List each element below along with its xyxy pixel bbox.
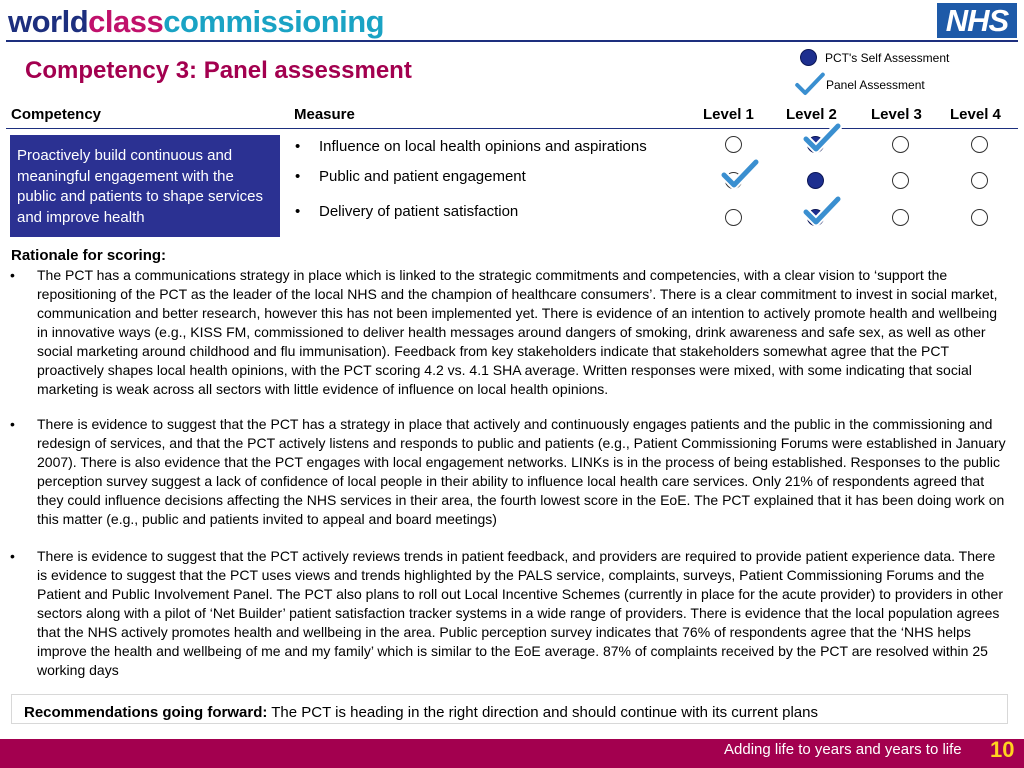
footer-tagline: Adding life to years and years to life (724, 741, 962, 758)
page-number: 10 (990, 737, 1015, 762)
self-assessment-dot-icon (807, 172, 824, 189)
level-circle-icon (892, 172, 909, 189)
legend-self-assessment (800, 49, 949, 66)
panel-assessment-check-icon (802, 195, 842, 229)
bullet: • (295, 203, 301, 220)
panel-assessment-check-icon (794, 71, 826, 99)
rationale-item (10, 266, 1010, 399)
rationale-heading: Rationale for scoring: (11, 247, 167, 264)
self-assessment-dot-icon (800, 49, 817, 66)
rationale-text: There is evidence to suggest that the PCT actively reviews trends in patient feedback, and providers are required to provide patient experience data. There is evidence to suggest that the PCT uses views and trends highlighted by the PALS service, complaints, surveys, Patient Commissioning Forums and the Patient and Public Involvement Panel. The PCT also plans to roll out Local Incentive Schemes (currently in place for the acute provider) to providers in other sectors along with a pilot of ‘Net Builder’ patient satisfaction tracker systems in a wide range of providers. There is evidence that the local population agrees that the NHS actively promotes health and wellbeing in the area. Public perception survey indicates that 76% of respondents agree that the ‘NHS helps improve the health and wellbeing of me and my family’ which is similar to the EoE average. 87% of complaints received by the PCT are resolved within 25 working days (37, 548, 1003, 678)
legend-panel-label: Panel Assessment (826, 78, 925, 92)
panel-assessment-check-icon (802, 122, 842, 156)
legend-self-label: PCT's Self Assessment (825, 50, 950, 65)
bullet: • (295, 138, 301, 155)
level-circle-icon (971, 209, 988, 226)
table-header-divider (6, 128, 1018, 129)
bullet: • (10, 548, 15, 564)
recommendations-text: The PCT is heading in the right direction and should continue with its current plans (271, 704, 818, 721)
header-divider (6, 40, 1018, 42)
bullet: • (10, 267, 15, 283)
level-circle-icon (971, 136, 988, 153)
legend-panel-assessment (794, 71, 925, 99)
level-circle-icon (725, 209, 742, 226)
recommendations-box (11, 694, 1008, 724)
bullet: • (295, 168, 301, 185)
measure-row (295, 203, 518, 220)
column-header-level-2: Level 2 (786, 106, 837, 123)
level-circle-icon (892, 136, 909, 153)
panel-assessment-check-icon (720, 158, 760, 192)
measure-row (295, 168, 526, 185)
measure-label: Public and patient engagement (319, 168, 526, 185)
column-header-level-3: Level 3 (871, 106, 922, 123)
column-header-competency: Competency (11, 106, 102, 123)
measure-row (295, 138, 647, 155)
level-circle-icon (971, 172, 988, 189)
competency-description: Proactively build continuous and meaningful engagement with the public and patients to shape services and improve health (10, 135, 280, 237)
page-title: Competency 3: Panel assessment (25, 57, 412, 84)
measure-label: Influence on local health opinions and aspirations (319, 138, 647, 155)
level-circle-icon (892, 209, 909, 226)
column-header-level-4: Level 4 (950, 106, 1001, 123)
rationale-text: There is evidence to suggest that the PCT has a strategy in place that actively and continuously engages patients and the public in the commissioning and redesign of services, and that the PCT actively listens and responds to public and patients (e.g., Patient Commissioning Forums were established in January 2007). There is also evidence that the PCT engages with local engagement networks. LINKs is in the process of being established. Responses to the public perception survey suggest a lack of confidence of local people in their ability to influence local health care services. Only 21% of respondents agreed that they could influence decisions affecting the NHS services in their area, the fourth lowest score in the EoE. The PCT explained that it has been doing work on this matter (e.g., public and patients invited to appeal and board meetings) (37, 416, 1006, 527)
measure-label: Delivery of patient satisfaction (319, 203, 519, 220)
rationale-item (10, 415, 1010, 529)
column-header-measure: Measure (294, 106, 355, 123)
level-circle-icon (725, 136, 742, 153)
rationale-text: The PCT has a communications strategy in place which is linked to the strategic commitments and competencies, with a clear vision to ‘support the repositioning of the PCT as the leader of the local NHS and the champion of healthcare consumers’. There is a clear commitment to invest in social market, communication and better research, however this has not been implemented yet. There is evidence of an intention to actively promote health and wellbeing in innovative ways (e.g., KISS FM, commissioned to deliver health messages around dangers of smoking, drink awareness and safe sex, as well as other social marketing around childhood and flu immunisation). Feedback from key stakeholders indicate that stakeholders somewhat agree that the PCT proactively shapes local health opinions, with the PCT scoring 4.2 vs. 4.1 SHA average. Written responses were mixed, with some indicating that social marketing is weak across all sectors with little evidence of influence on local health opinions. (37, 267, 998, 397)
nhs-logo: NHS (937, 3, 1017, 38)
rationale-item (10, 547, 1010, 680)
recommendations-label: Recommendations going forward: (24, 704, 268, 721)
worldclass-commissioning-logo: worldclasscommissioning (8, 4, 385, 39)
column-header-level-1: Level 1 (703, 106, 754, 123)
bullet: • (10, 416, 15, 432)
